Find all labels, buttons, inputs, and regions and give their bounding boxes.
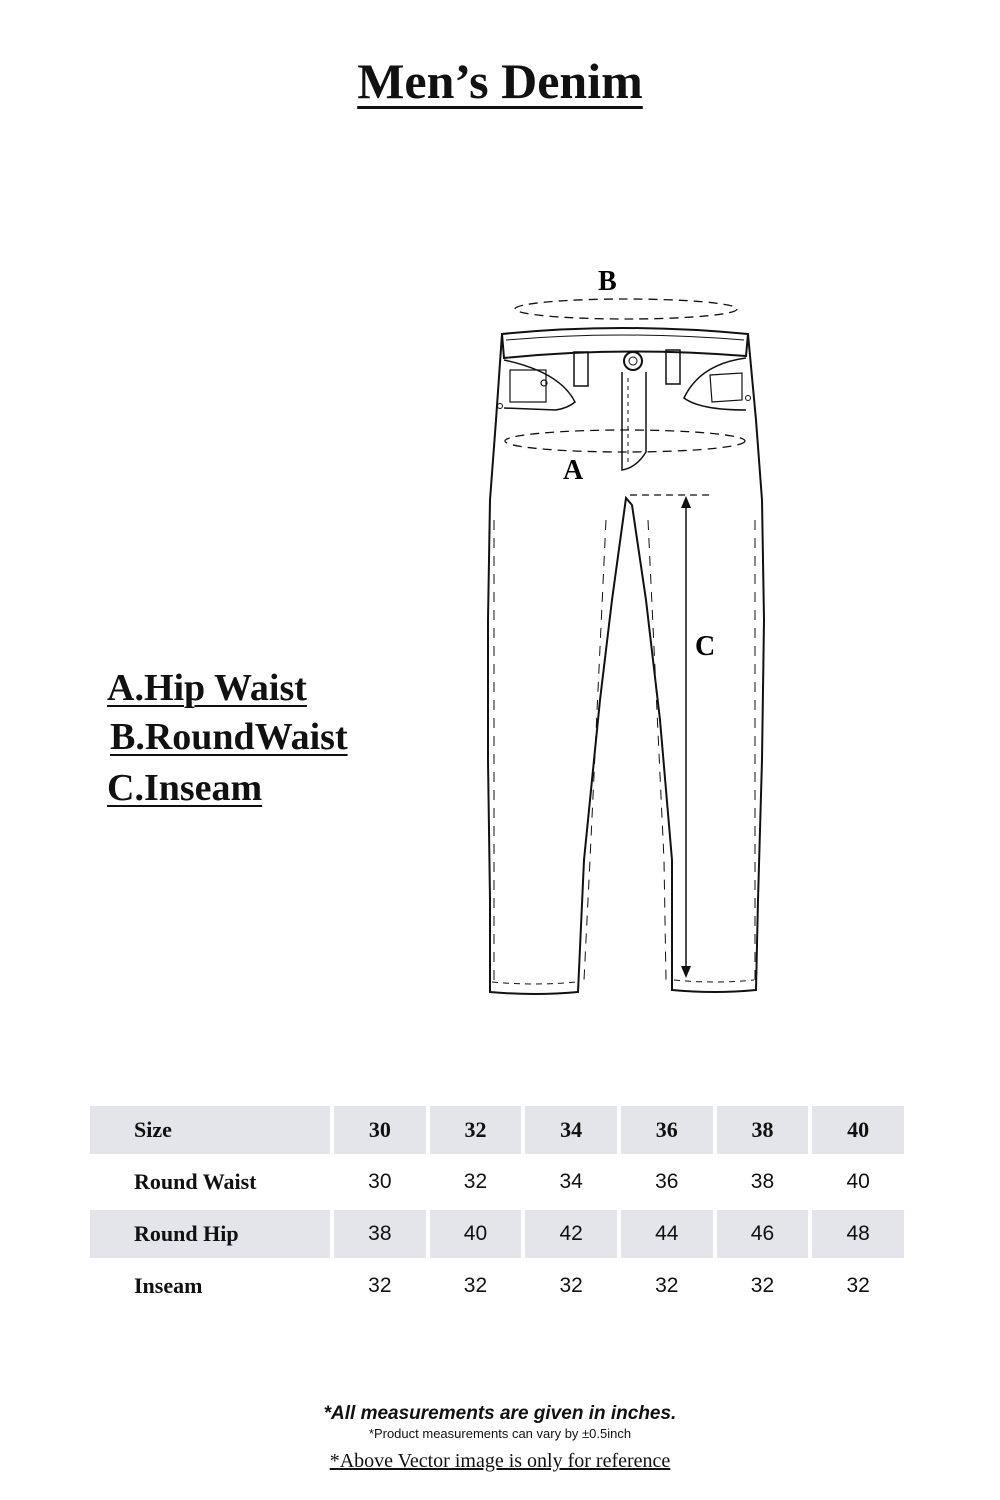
note-measurements-inches: *All measurements are given in inches. <box>323 1403 677 1424</box>
table-row-inseam <box>90 1262 904 1310</box>
table-cell: 46 <box>717 1210 809 1258</box>
legend-inseam: C.Inseam <box>107 767 263 809</box>
size-cell: 36 <box>621 1106 713 1154</box>
size-cell: 30 <box>334 1106 426 1154</box>
measure-c-arrow-down <box>681 966 691 978</box>
button-outline <box>624 352 642 370</box>
rivet-side-left <box>498 404 503 409</box>
table-cell: 38 <box>334 1210 426 1258</box>
waistband-inner <box>506 335 744 340</box>
table-cell: 32 <box>463 1274 488 1297</box>
size-chart-table <box>86 1102 908 1314</box>
belt-loop-right <box>666 350 680 384</box>
measure-a-ellipse <box>505 430 745 452</box>
hem-stitch-right <box>674 980 754 982</box>
coin-pocket-left <box>510 370 546 402</box>
table-cell: 32 <box>846 1274 870 1297</box>
table-cell: 38 <box>750 1170 775 1193</box>
fly-outline <box>622 372 646 470</box>
row-label: Size <box>90 1106 330 1154</box>
row-label: Inseam <box>134 1273 203 1298</box>
page-title-text: Men’s Denim <box>357 53 643 109</box>
table-cell: 36 <box>655 1170 679 1193</box>
rivet-side-right <box>746 396 751 401</box>
table-cell: 32 <box>750 1274 775 1297</box>
size-cell: 38 <box>717 1106 809 1154</box>
waistband-outline <box>502 328 748 358</box>
row-label: Round Waist <box>134 1169 257 1194</box>
table-row-round-waist <box>90 1158 904 1206</box>
table-cell: 34 <box>559 1170 583 1193</box>
table-cell: 40 <box>430 1210 522 1258</box>
table-cell: 42 <box>525 1210 617 1258</box>
label-c: C <box>695 631 716 662</box>
table-cell: 32 <box>559 1274 583 1297</box>
belt-loop-left <box>574 352 588 386</box>
measure-c-arrow-up <box>681 496 691 508</box>
button-center <box>629 357 637 365</box>
hem-stitch-left <box>492 982 576 984</box>
table-row-size <box>90 1106 904 1154</box>
table-cell: 40 <box>846 1170 870 1193</box>
size-cell: 34 <box>525 1106 617 1154</box>
table-cell: 32 <box>463 1170 488 1193</box>
legend-hip-waist: A.Hip Waist <box>107 667 307 709</box>
table-row-round-hip <box>90 1210 904 1258</box>
legend-round-waist: B.RoundWaist <box>110 716 348 758</box>
row-label: Round Hip <box>90 1210 330 1258</box>
note-measurement-variance: *Product measurements can vary by ±0.5inch <box>368 1426 632 1441</box>
table-cell: 32 <box>655 1274 679 1297</box>
label-b: B <box>598 266 617 297</box>
table-cell: 32 <box>368 1274 392 1297</box>
note-vector-reference: *Above Vector image is only for reference <box>329 1450 671 1472</box>
size-cell: 32 <box>430 1106 522 1154</box>
measure-b-ellipse <box>515 299 737 319</box>
jeans-outline <box>488 334 764 994</box>
coin-pocket-right <box>710 373 742 402</box>
size-cell: 40 <box>812 1106 904 1154</box>
table-cell: 44 <box>621 1210 713 1258</box>
table-cell: 30 <box>368 1170 392 1193</box>
label-a: A <box>563 455 584 486</box>
table-cell: 48 <box>812 1210 904 1258</box>
